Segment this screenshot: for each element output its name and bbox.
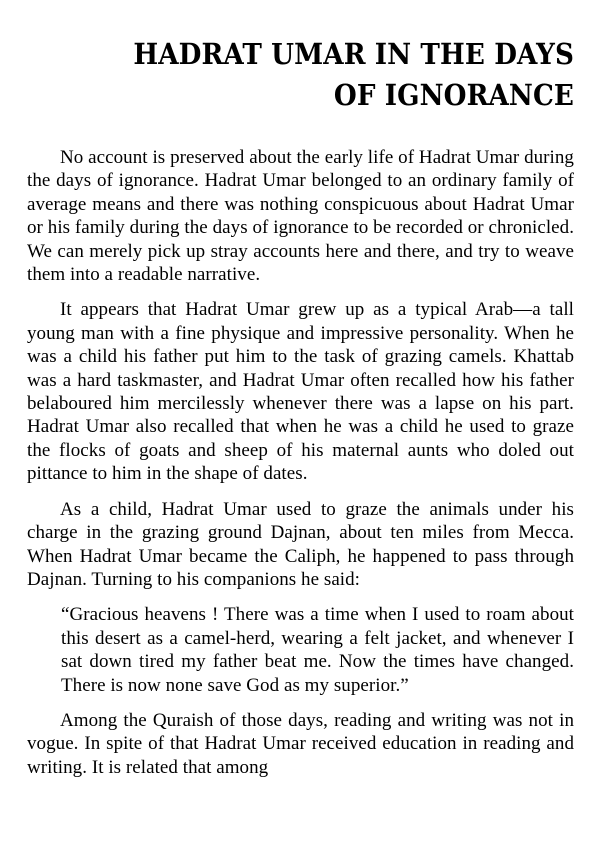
paragraph-reading-writing: Among the Quraish of those days, reading and writing was not in vogue. In spite of that Hadrat Umar received education in reading and writing. It is related that among: [27, 709, 574, 778]
block-quote: “Gracious heavens ! There was a time when I used to roam about this desert as a camel-herd, wearing a felt jacket, and whenever I sat down tired my father beat me. Now the times have changed. There is now none save God as my superior.”: [61, 604, 574, 696]
chapter-title-line-1: HADRAT UMAR IN THE DAYS: [133, 37, 574, 71]
paragraph-early-life: No account is preserved about the early life of Hadrat Umar during the days of ignorance. Hadrat Umar belonged to an ordinary family of average means and there was nothing conspicuous about Hadrat Umar or his family during the days of ignorance to be recorded or chronicled. We can merely pick up stray accounts here and there, and try to weave them into a readable narrative.: [27, 147, 574, 286]
paragraph-dajnan: As a child, Hadrat Umar used to graze the animals under his charge in the grazing ground Dajnan, about ten miles from Mecca. When Hadrat Umar became the Caliph, he happened to pass through Dajnan. Turning to his companions he said:: [27, 498, 574, 590]
paragraph-typical-arab: It appears that Hadrat Umar grew up as a typical Arab—a tall young man with a fine physique and impressive personality. When he was a child his father put him to the task of grazing camels. Khattab was a hard taskmaster, and Hadrat Umar often recalled how his father belaboured him mercilessly whenever there was a lapse on his part. Hadrat Umar also recalled that when he was a child he used to graze the flocks of goats and sheep of his maternal aunts who doled out pittance to him in the shape of dates.: [27, 299, 574, 485]
chapter-title-line-2: OF IGNORANCE: [333, 78, 574, 112]
chapter-title: [71, 34, 574, 116]
